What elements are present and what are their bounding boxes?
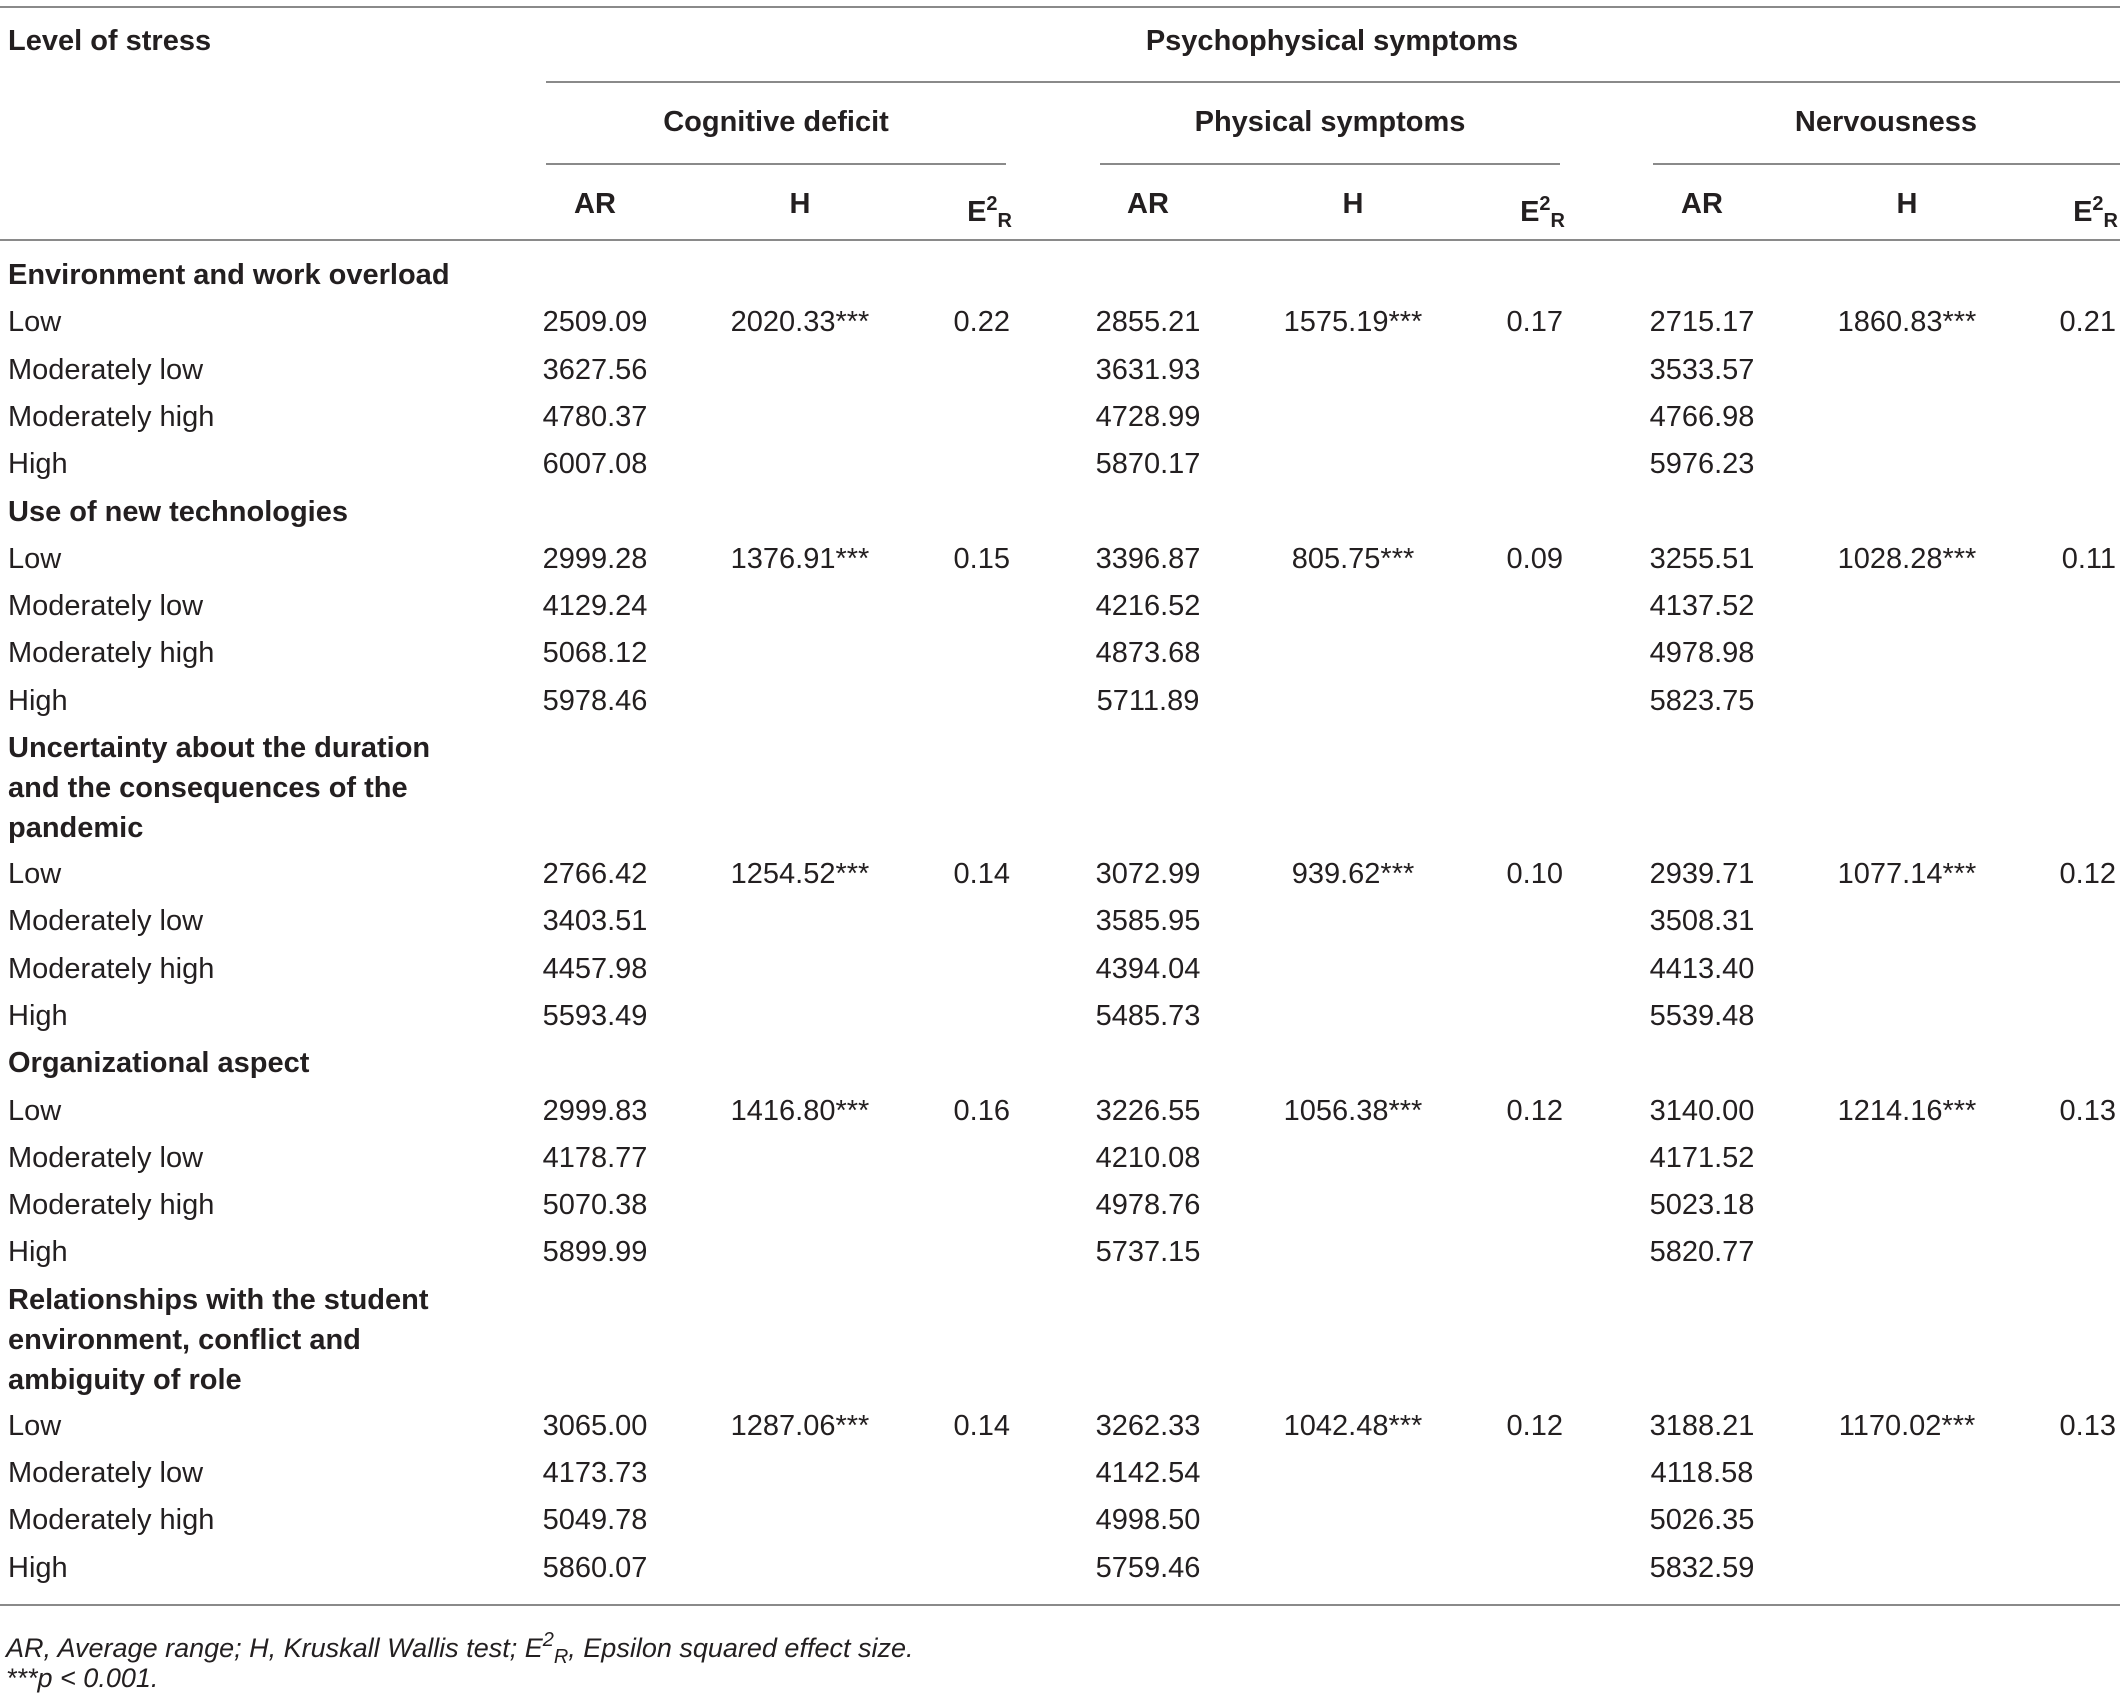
cell-ar: 5593.49 (542, 999, 648, 1032)
section-title: Relationships with the student environment, conflict and ambiguity of role (8, 1283, 429, 1396)
cell-ar: 4978.98 (1649, 637, 1755, 670)
cell-ar: 5899.99 (542, 1236, 648, 1269)
cell-ar: 4780.37 (542, 400, 648, 433)
cell-e2r: 0.13 (2059, 1409, 2116, 1442)
column-header-h: H (1896, 188, 1918, 220)
row-label: Moderately high (8, 637, 215, 670)
column-header-ar: AR (574, 188, 616, 220)
row-label: Moderately low (8, 905, 204, 938)
e-superscript: 2 (2092, 193, 2104, 215)
cell-ar: 5832.59 (1649, 1551, 1755, 1584)
cell-ar: 4173.73 (542, 1457, 648, 1489)
row-label: Low (8, 858, 62, 890)
column-header-e2r (967, 186, 1012, 239)
footnote-significance: ***p < 0.001. (6, 1663, 159, 1693)
cell-ar: 4142.54 (1095, 1457, 1201, 1489)
section-title: Organizational aspect (8, 1047, 310, 1080)
cell-e2r: 0.17 (1506, 306, 1563, 339)
cell-ar: 4171.52 (1649, 1141, 1755, 1174)
header-bottom-rule (0, 239, 2120, 241)
cell-ar: 3396.87 (1095, 542, 1201, 575)
cell-e2r: 0.22 (953, 306, 1010, 339)
cell-e2r: 0.09 (1506, 542, 1563, 575)
column-header-h: H (789, 188, 811, 220)
e-subscript: R (997, 210, 1012, 232)
cell-ar: 5860.07 (542, 1551, 648, 1584)
cell-ar: 5870.17 (1095, 448, 1201, 481)
cell-ar: 2855.21 (1095, 306, 1201, 339)
cell-ar: 3188.21 (1649, 1409, 1755, 1442)
cell-ar: 3585.95 (1095, 905, 1201, 938)
table-bottom-rule (0, 1604, 2120, 1606)
cell-e2r: 0.12 (1506, 1409, 1563, 1442)
cell-h: 1254.52*** (730, 858, 870, 890)
cell-ar: 2715.17 (1649, 306, 1755, 339)
cell-ar: 5539.48 (1649, 999, 1755, 1032)
cell-ar: 5049.78 (542, 1504, 648, 1537)
e-superscript: 2 (1539, 193, 1551, 215)
column-header-e2r (2073, 186, 2118, 239)
section-title: Environment and work overload (8, 259, 450, 291)
cell-e2r: 0.15 (953, 542, 1010, 575)
cell-ar: 3631.93 (1095, 353, 1201, 386)
row-label: Moderately high (8, 952, 215, 985)
cell-h: 1416.80*** (730, 1094, 870, 1127)
cell-ar: 5070.38 (542, 1189, 648, 1222)
cell-e2r: 0.12 (1506, 1094, 1563, 1127)
cell-h: 2020.33*** (730, 306, 870, 339)
cell-ar: 3065.00 (542, 1409, 648, 1442)
row-label: Moderately low (8, 590, 204, 623)
cell-h: 1028.28*** (1837, 542, 1977, 575)
cell-ar: 4216.52 (1095, 590, 1201, 623)
row-label: Low (8, 1094, 62, 1127)
column-header-h: H (1342, 188, 1364, 220)
subgroup-header-physical: Physical symptoms (1194, 106, 1466, 138)
cell-ar: 3627.56 (542, 353, 648, 386)
row-label: High (8, 1551, 68, 1584)
subgroup-header-cognitive: Cognitive deficit (663, 106, 889, 138)
cell-ar: 2509.09 (542, 306, 648, 339)
cell-ar: 2999.83 (542, 1094, 648, 1127)
cell-ar: 4129.24 (542, 590, 648, 623)
e-symbol: E (967, 196, 987, 228)
cell-ar: 2939.71 (1649, 858, 1755, 890)
cell-h: 1376.91*** (730, 542, 870, 575)
cell-ar: 4210.08 (1095, 1141, 1201, 1174)
cell-ar: 5485.73 (1095, 999, 1201, 1032)
cell-ar: 4998.50 (1095, 1504, 1201, 1537)
cell-e2r: 0.14 (953, 858, 1010, 890)
column-header-ar: AR (1127, 188, 1169, 220)
cell-ar: 3140.00 (1649, 1094, 1755, 1127)
row-label: Low (8, 306, 62, 339)
group-header: Psychophysical symptoms (1145, 25, 1519, 57)
cell-e2r: 0.11 (2061, 542, 2116, 575)
row-label: Moderately low (8, 1457, 204, 1489)
row-label: Moderately high (8, 400, 215, 433)
subgroup-rule-nervousness (1653, 163, 2120, 165)
cell-ar: 5976.23 (1649, 448, 1755, 481)
cell-ar: 6007.08 (542, 448, 648, 481)
e-superscript: 2 (986, 193, 998, 215)
cell-ar: 4728.99 (1095, 400, 1201, 433)
cell-h: 1042.48*** (1283, 1409, 1423, 1442)
cell-h: 939.62*** (1291, 858, 1415, 890)
column-header-e2r (1520, 186, 1565, 239)
cell-ar: 3226.55 (1095, 1094, 1201, 1127)
cell-h: 1214.16*** (1837, 1094, 1977, 1127)
cell-ar: 2999.28 (542, 542, 648, 575)
cell-h: 1077.14*** (1837, 858, 1977, 890)
cell-ar: 5823.75 (1649, 684, 1755, 717)
e-subscript: R (2103, 210, 2118, 232)
cell-ar: 5068.12 (542, 637, 648, 670)
e-symbol: E (2073, 196, 2093, 228)
cell-ar: 4873.68 (1095, 637, 1201, 670)
cell-ar: 3403.51 (542, 905, 648, 938)
cell-h: 1170.02*** (1838, 1409, 1976, 1442)
subgroup-header-nervousness: Nervousness (1794, 106, 1978, 138)
cell-ar: 4394.04 (1095, 952, 1201, 985)
row-label: High (8, 684, 68, 717)
cell-ar: 4118.58 (1650, 1457, 1754, 1489)
cell-ar: 5711.89 (1096, 684, 1200, 717)
column-header-ar: AR (1681, 188, 1723, 220)
cell-e2r: 0.10 (1506, 858, 1563, 890)
cell-e2r: 0.14 (953, 1409, 1010, 1442)
footnote-abbreviations: AR, Average range; H, Kruskall Wallis test; $E^2_R$, Epsilon squared effect size. (6, 1629, 914, 1668)
stub-header: Level of stress (8, 25, 212, 57)
row-label: High (8, 1236, 68, 1269)
row-label: Moderately low (8, 353, 204, 386)
cell-h: 1056.38*** (1283, 1094, 1423, 1127)
cell-ar: 4137.52 (1649, 590, 1755, 623)
cell-ar: 4978.76 (1095, 1189, 1201, 1222)
group-rule (546, 81, 2120, 83)
e-subscript: R (1550, 210, 1565, 232)
row-label: Low (8, 1409, 62, 1442)
e-symbol: E (1520, 196, 1540, 228)
cell-ar: 4457.98 (542, 952, 648, 985)
subgroup-rule-physical (1100, 163, 1560, 165)
cell-ar: 3533.57 (1649, 353, 1755, 386)
top-rule (0, 6, 2120, 8)
cell-ar: 3508.31 (1649, 905, 1755, 938)
cell-ar: 5737.15 (1095, 1236, 1201, 1269)
cell-e2r: 0.13 (2059, 1094, 2116, 1127)
cell-ar: 5026.35 (1649, 1504, 1755, 1537)
cell-ar: 5820.77 (1649, 1236, 1755, 1269)
cell-e2r: 0.12 (2059, 858, 2116, 890)
cell-h: 1575.19*** (1283, 306, 1423, 339)
section-title: Uncertainty about the duration and the consequences of the pandemic (8, 732, 431, 844)
row-label: Low (8, 542, 62, 575)
cell-ar: 3072.99 (1095, 858, 1201, 890)
row-label: Moderately high (8, 1189, 215, 1222)
cell-ar: 5759.46 (1095, 1551, 1201, 1584)
cell-e2r: 0.21 (2059, 306, 2116, 339)
row-label: Moderately low (8, 1141, 204, 1174)
cell-h: 805.75*** (1291, 542, 1415, 575)
subgroup-rule-cognitive (546, 163, 1006, 165)
cell-e2r: 0.16 (953, 1094, 1010, 1127)
row-label: High (8, 448, 68, 481)
row-label: Moderately high (8, 1504, 215, 1537)
section-title: Use of new technologies (8, 495, 348, 528)
cell-ar: 4178.77 (542, 1141, 648, 1174)
cell-h: 1287.06*** (730, 1409, 870, 1442)
cell-ar: 5023.18 (1649, 1189, 1755, 1222)
cell-ar: 3262.33 (1095, 1409, 1201, 1442)
cell-ar: 3255.51 (1649, 542, 1755, 575)
cell-ar: 4413.40 (1649, 952, 1755, 985)
row-label: High (8, 999, 68, 1032)
cell-ar: 4766.98 (1649, 400, 1755, 433)
cell-h: 1860.83*** (1837, 306, 1977, 339)
cell-ar: 5978.46 (542, 684, 648, 717)
cell-ar: 2766.42 (542, 858, 648, 890)
